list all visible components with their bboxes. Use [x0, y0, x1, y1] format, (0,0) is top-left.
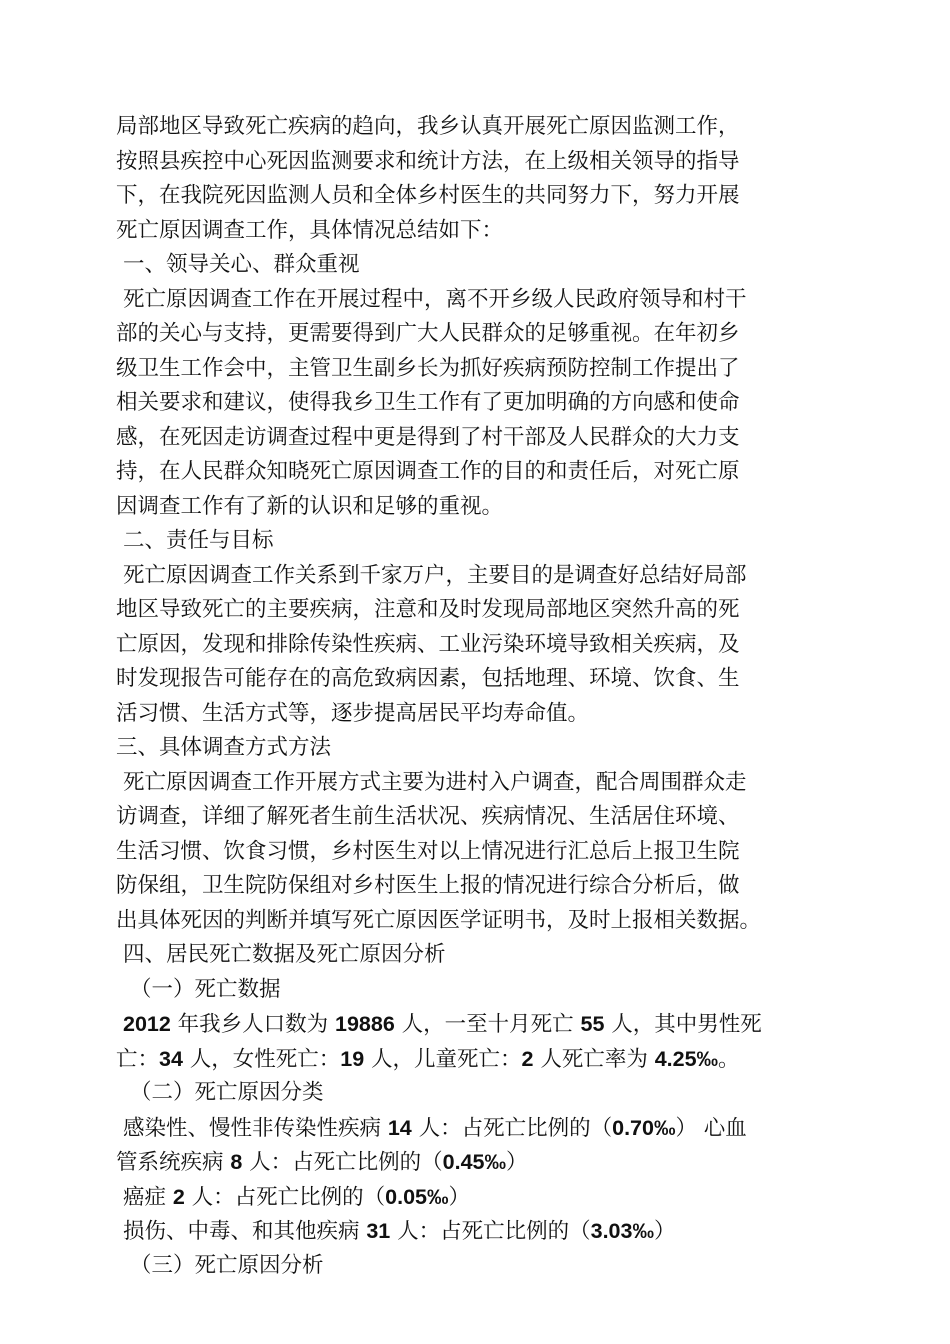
text-segment: 人，女性死亡： — [182, 1046, 341, 1072]
paragraph-line: 地区导致死亡的主要疾病，注意和及时发现局部地区突然升高的死 — [116, 597, 740, 622]
ratio-value: 3.03‰ — [590, 1219, 654, 1243]
text-segment: ） 心血 — [675, 1115, 747, 1141]
population-value: 19886 — [335, 1012, 395, 1036]
paragraph-line: 感，在死因走访调查过程中更是得到了村干部及人民群众的大力支 — [116, 424, 740, 450]
subsection-heading-3: （三）死亡原因分析 — [130, 1252, 324, 1278]
paragraph-line: 死亡原因调查工作开展方式主要为进村入户调查，配合周围群众走 — [123, 769, 747, 795]
section-heading-2: 二、责任与目标 — [123, 528, 274, 553]
paragraph-line: 死亡原因调查工作在开展过程中，离不开乡级人民政府领导和村干 — [123, 286, 747, 312]
death-rate-value: 4.25‰ — [654, 1046, 719, 1071]
paragraph-line: 防保组，卫生院防保组对乡村医生上报的情况进行综合分析后，做 — [116, 873, 740, 898]
ratio-value: 0.70‰ — [612, 1115, 676, 1140]
paragraph-line: 出具体死因的判断并填写死亡原因医学证明书，及时上报相关数据。 — [116, 907, 762, 933]
subsection-heading-2: （二）死亡原因分类 — [130, 1080, 324, 1105]
intro-line: 按照县疾控中心死因监测要求和统计方法，在上级相关领导的指导 — [116, 148, 740, 174]
subsection-heading-1: （一）死亡数据 — [130, 976, 281, 1002]
ratio-value: 0.45‰ — [442, 1150, 507, 1174]
count-value: 14 — [387, 1115, 412, 1140]
year-value: 2012 — [123, 1012, 171, 1036]
child-deaths-value: 2 — [521, 1046, 534, 1071]
text-segment: 人，其中男性死 — [604, 1012, 762, 1037]
text-segment: 癌症 — [123, 1184, 173, 1210]
text-segment: 。 — [718, 1046, 740, 1072]
death-data-line — [116, 1042, 856, 1077]
text-segment: 人：占死亡比例的（ — [184, 1184, 386, 1210]
paragraph-line: 级卫生工作会中，主管卫生副乡长为抓好疾病预防控制工作提出了 — [116, 355, 740, 381]
section-heading-1: 一、领导关心、群众重视 — [123, 252, 360, 277]
paragraph-line: 访调查，详细了解死者生前生活状况、疾病情况、生活居住环境、 — [116, 804, 740, 829]
intro-line: 局部地区导致死亡疾病的趋向，我乡认真开展死亡原因监测工作， — [116, 114, 740, 139]
text-segment: 人死亡率为 — [533, 1046, 655, 1072]
text-segment: ） — [448, 1184, 471, 1210]
ratio-value: 0.05‰ — [385, 1184, 449, 1209]
text-segment: 人：占死亡比例的（ — [411, 1115, 613, 1141]
section-heading-4: 四、居民死亡数据及死亡原因分析 — [123, 942, 446, 967]
text-segment: ） — [506, 1150, 528, 1175]
text-segment: 亡： — [116, 1046, 160, 1072]
cause-line — [116, 1214, 856, 1249]
text-segment: 人：占死亡比例的（ — [242, 1150, 443, 1175]
text-segment: 人，一至十月死亡 — [394, 1012, 581, 1037]
paragraph-line: 持，在人民群众知晓死亡原因调查工作的目的和责任后，对死亡原 — [116, 459, 740, 484]
paragraph-line: 因调查工作有了新的认识和足够的重视。 — [116, 493, 504, 519]
text-segment: ） — [653, 1219, 676, 1244]
count-value: 8 — [230, 1150, 243, 1174]
female-deaths-value: 19 — [340, 1046, 365, 1071]
count-value: 31 — [366, 1219, 391, 1243]
document-body — [116, 110, 856, 1283]
count-value: 2 — [172, 1184, 185, 1209]
text-segment: 年我乡人口数为 — [170, 1012, 336, 1037]
paragraph-line: 部的关心与支持，更需要得到广大人民群众的足够重视。在年初乡 — [116, 321, 740, 346]
death-data-line — [116, 1007, 856, 1042]
cause-line — [116, 1145, 856, 1180]
intro-line: 下，在我院死因监测人员和全体乡村医生的共同努力下，努力开展 — [116, 183, 740, 208]
cause-line — [116, 1180, 856, 1215]
paragraph-line: 死亡原因调查工作关系到千家万户，主要目的是调查好总结好局部 — [123, 562, 747, 588]
paragraph-line: 相关要求和建议，使得我乡卫生工作有了更加明确的方向感和使命 — [116, 390, 740, 415]
text-segment: 感染性、慢性非传染性疾病 — [123, 1115, 388, 1141]
cause-line — [116, 1111, 856, 1146]
text-segment: 人，儿童死亡： — [364, 1046, 522, 1072]
intro-line: 死亡原因调查工作，具体情况总结如下： — [116, 217, 504, 243]
paragraph-line: 亡原因，发现和排除传染性疾病、工业污染环境导致相关疾病，及 — [116, 631, 740, 657]
paragraph-line: 时发现报告可能存在的高危致病因素，包括地理、环境、饮食、生 — [116, 666, 740, 691]
text-segment: 人：占死亡比例的（ — [390, 1219, 591, 1244]
text-segment: 损伤、中毒、和其他疾病 — [123, 1219, 367, 1244]
male-deaths-value: 34 — [159, 1046, 183, 1071]
deaths-value: 55 — [580, 1012, 605, 1036]
paragraph-line: 生活习惯、饮食习惯，乡村医生对以上情况进行汇总后上报卫生院 — [116, 838, 740, 864]
text-segment: 管系统疾病 — [116, 1150, 231, 1175]
section-heading-3: 三、具体调查方式方法 — [116, 735, 332, 760]
paragraph-line: 活习惯、生活方式等，逐步提高居民平均寿命值。 — [116, 700, 590, 726]
